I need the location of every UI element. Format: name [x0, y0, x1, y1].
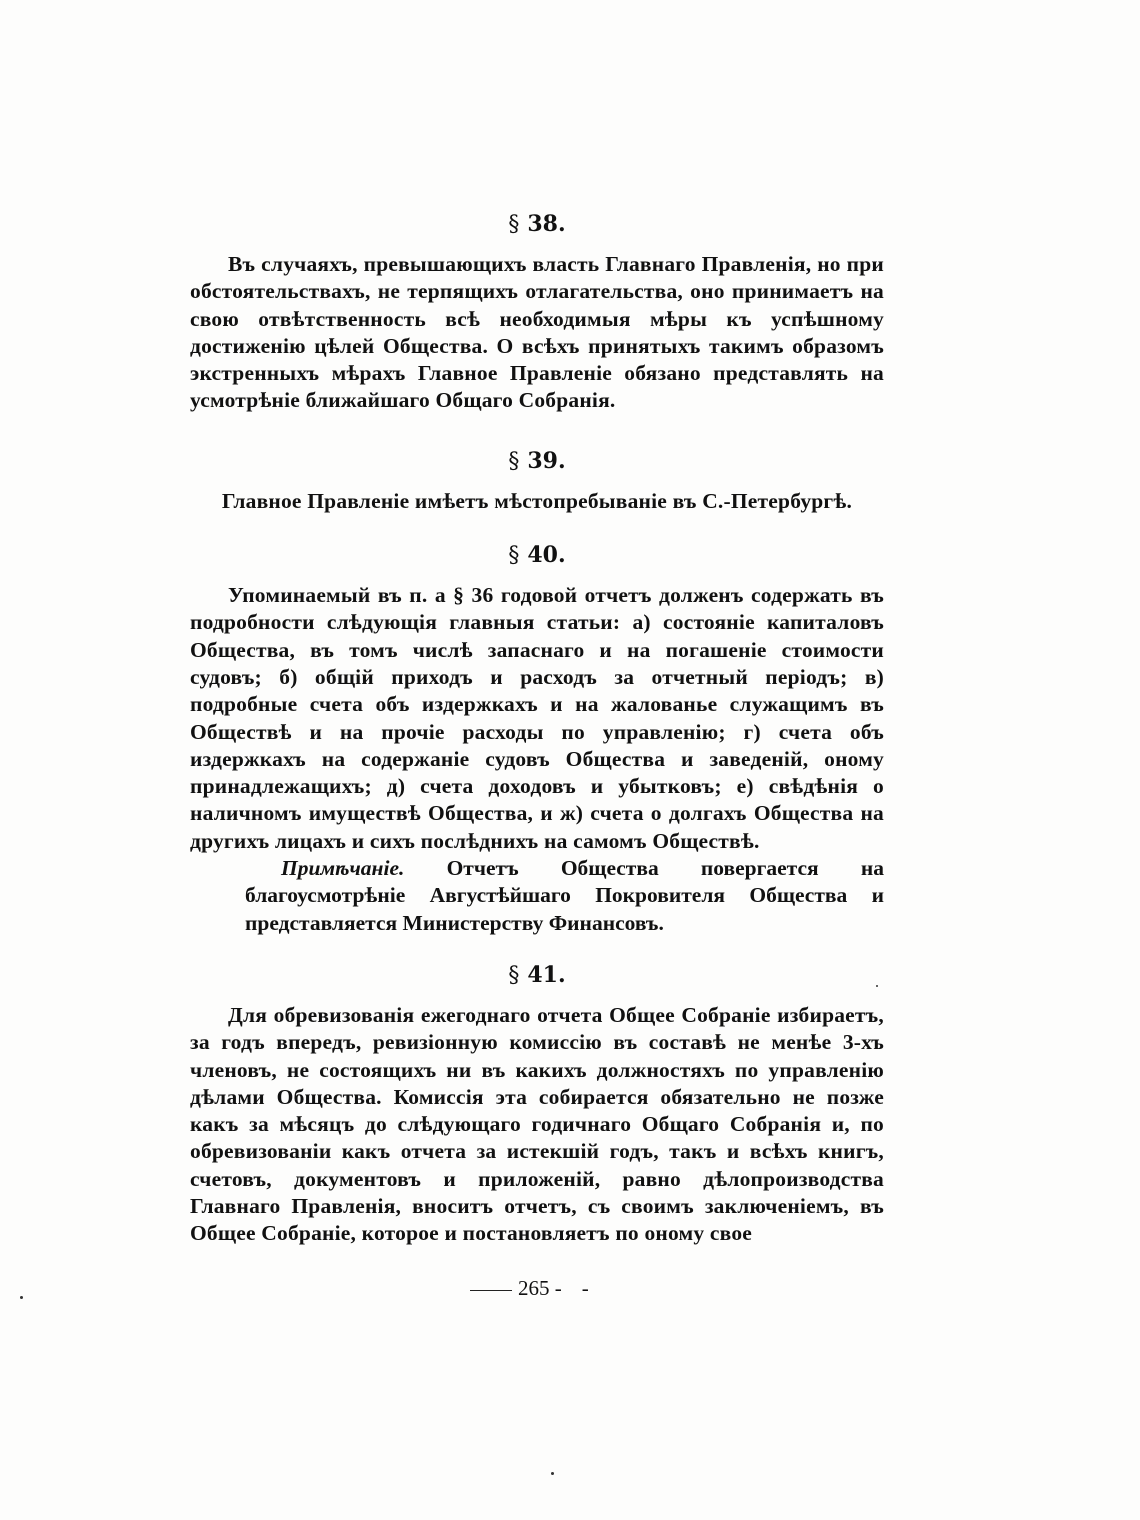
- section-symbol: §: [508, 543, 520, 569]
- footer-rule: [470, 1290, 512, 1291]
- footer-dash: -: [581, 1276, 589, 1300]
- section-heading-41: [190, 955, 884, 996]
- section-40-paragraph: Упоминаемый въ п. а § 36 годовой отчетъ долженъ содержать въ подробности слѣдующія главныя статьи: а) состояніе капиталовъ Общества, въ томъ числѣ запаснаго и на погашеніе стоимости судовъ; б) общій приходъ и расходъ за отчетный періодъ; в) подробные счета объ издержкахъ и на жалованье служащимъ въ Обществѣ и на прочіе расходы по управленію; г) счета объ издержкахъ на содержаніе судовъ Общества и заведеній, оному принадлежащихъ; д) счета доходовъ и убытковъ; е) свѣдѣнія о наличномъ имуществѣ Общества, и ж) счета о долгахъ Общества на другихъ лицахъ и сихъ послѣднихъ на самомъ Обществѣ.: [190, 583, 884, 853]
- section-41-paragraph: Для обревизованія ежегоднаго отчета Общее Собраніе избираетъ, за годъ впередъ, ревизіонную комиссію въ составѣ не менѣе 3-хъ членовъ, не состоящихъ ни въ какихъ должностяхъ по управленію дѣлами Общества. Комиссія эта собирается обязательно не позже какъ за мѣсяцъ до слѣдующаго годичнаго Общаго Собранія и, по обревизованіи какъ отчета за истекшій годъ, такъ и всѣхъ книгъ, счетовъ, документовъ и приложеній, равно дѣлопроизводства Главнаго Правленія, вноситъ отчетъ, съ своимъ заключеніемъ, въ Общее Собраніе, которое и постановляетъ по оному свое: [190, 1002, 884, 1246]
- scan-speck: [551, 1472, 554, 1475]
- note-text: Отчетъ Общества повергается на благоусмотрѣніе Августѣйшаго Покровителя Общества и представляется Министерству Финансовъ.: [245, 856, 884, 935]
- section-heading-39: [190, 441, 884, 482]
- section-number: 38.: [527, 211, 566, 237]
- section-39-paragraph: Главное Правленіе имѣетъ мѣстопребываніе въ С.-Петербургѣ.: [221, 488, 853, 513]
- section-heading-40: [190, 535, 884, 576]
- section-38-paragraph: Въ случаяхъ, превышающихъ власть Главнаго Правленія, но при обстоятельствахъ, не терпящихъ отлагательства, оно принимаетъ на свою отвѣтственность всѣ необходимыя мѣры къ успѣшному достиженію цѣлей Общества. О всѣхъ принятыхъ такимъ образомъ экстренныхъ мѣрахъ Главное Правленіе обязано представлять на усмотрѣніе ближайшаго Общаго Собранія.: [190, 252, 884, 413]
- section-symbol: §: [508, 448, 520, 474]
- section-number: 41.: [527, 961, 566, 988]
- scan-speck: [20, 1296, 23, 1299]
- section-symbol: §: [508, 962, 520, 988]
- note-label: Примѣчаніе.: [281, 856, 405, 881]
- section-40-note: [245, 855, 884, 937]
- section-symbol: §: [508, 212, 520, 237]
- page-number: 265 -: [518, 1276, 562, 1300]
- document-page: [190, 204, 884, 1248]
- page-footer: [470, 1276, 589, 1301]
- section-number: 40.: [527, 542, 566, 569]
- section-number: 39.: [527, 447, 566, 474]
- scan-speck: [876, 985, 878, 987]
- section-heading-38: [190, 204, 884, 245]
